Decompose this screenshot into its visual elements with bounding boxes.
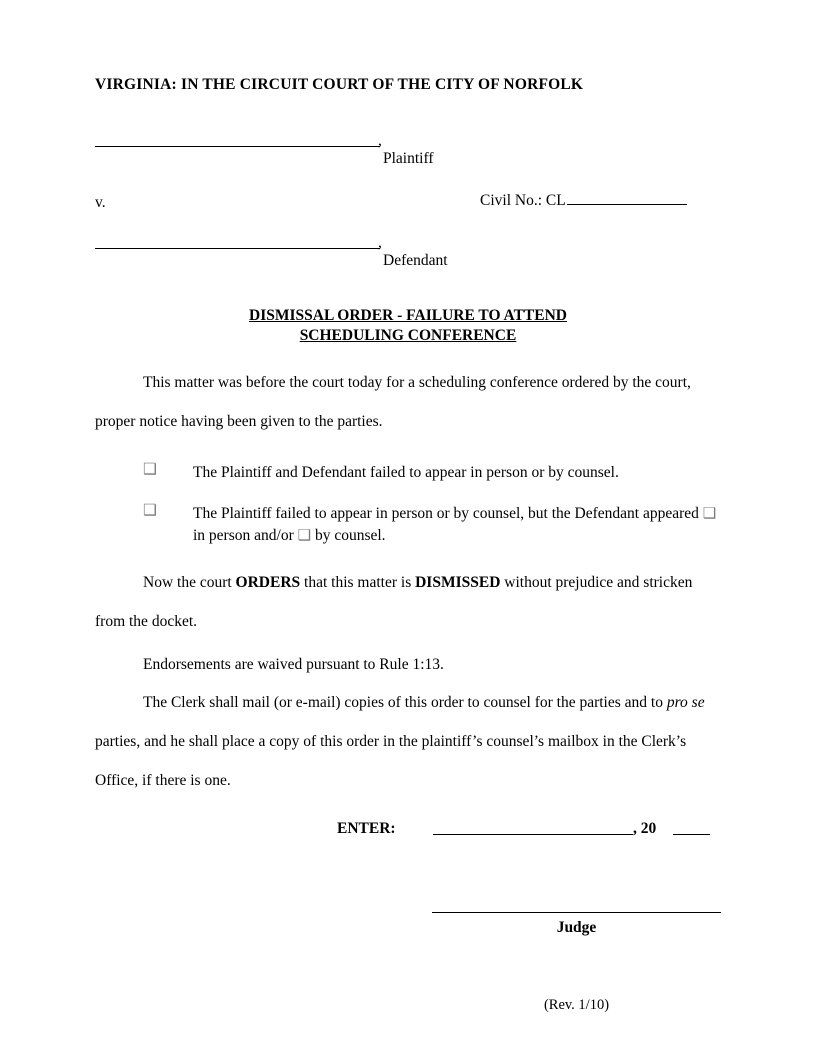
checkbox-options (95, 462, 721, 547)
document-title (95, 306, 721, 346)
enter-label: ENTER: (337, 820, 396, 837)
plaintiff-comma: , (378, 132, 382, 149)
checkbox-option-2-text-part1: The Plaintiff failed to appear in person or by counsel, but the Defendant appeared (193, 505, 703, 522)
paragraph-intro: This matter was before the court today for a scheduling conference ordered by the court, proper notice having been given to the parties. (95, 374, 691, 430)
paragraph-order (95, 563, 721, 641)
defendant-comma: , (378, 234, 382, 251)
order-text-after: without prejudice and stricken from the docket. (95, 574, 693, 630)
checkbox-option-2[interactable] (95, 503, 721, 547)
plaintiff-name-line[interactable] (95, 146, 380, 147)
order-text-before: Now the court (143, 574, 236, 591)
document-title-line-1: DISMISSAL ORDER - FAILURE TO ATTEND (249, 307, 567, 324)
checkbox-icon[interactable]: ❑ (143, 461, 157, 478)
clerk-text-part2: parties, and he shall place a copy of this order in the plaintiff’s counsel’s mailbox in the Clerk’s Office, if there is one. (95, 733, 687, 789)
enter-year-prefix: , 20 (633, 820, 657, 837)
checkbox-inline-icon-in-person[interactable]: ❑ (702, 506, 717, 522)
versus-label: v. (95, 194, 106, 211)
plaintiff-label: Plaintiff (383, 150, 434, 167)
order-text-middle: that this matter is (300, 574, 416, 591)
civil-number-line[interactable] (567, 193, 687, 205)
paragraph-clerk (95, 683, 721, 800)
judge-signature-line[interactable] (432, 912, 721, 913)
court-heading: VIRGINIA: IN THE CIRCUIT COURT OF THE CITY OF NORFOLK (95, 76, 584, 93)
order-keyword-orders: ORDERS (235, 574, 301, 591)
paragraph-endorsements: Endorsements are waived pursuant to Rule 1:13. (143, 656, 444, 673)
civil-number-label: Civil No.: CL (480, 192, 566, 209)
defendant-name-line[interactable] (95, 248, 380, 249)
civil-number-field (480, 192, 687, 210)
checkbox-option-2-text-part3: by counsel. (311, 527, 386, 544)
checkbox-option-2-text-part2: in person and/or (193, 527, 298, 544)
enter-year-line[interactable] (673, 834, 710, 835)
checkbox-inline-icon-by-counsel[interactable]: ❑ (297, 528, 312, 544)
checkbox-icon[interactable]: ❑ (143, 502, 157, 519)
checkbox-option-2-label (193, 505, 716, 544)
revision-note: (Rev. 1/10) (543, 997, 610, 1013)
plaintiff-name-row (95, 128, 721, 167)
defendant-name-row (95, 230, 495, 269)
defendant-label: Defendant (383, 252, 448, 269)
checkbox-option-1-label: The Plaintiff and Defendant failed to appear in person or by counsel. (193, 464, 619, 481)
checkbox-option-1[interactable] (95, 462, 721, 503)
order-keyword-dismissed: DISMISSED (415, 574, 501, 591)
clerk-text-part1: The Clerk shall mail (or e-mail) copies of this order to counsel for the parties and to (143, 694, 667, 711)
case-caption (95, 128, 721, 269)
enter-date-line[interactable] (433, 834, 633, 835)
pro-se-italic: pro se (666, 694, 705, 711)
document-title-line-2: SCHEDULING CONFERENCE (299, 327, 517, 344)
judge-label: Judge (556, 919, 597, 936)
